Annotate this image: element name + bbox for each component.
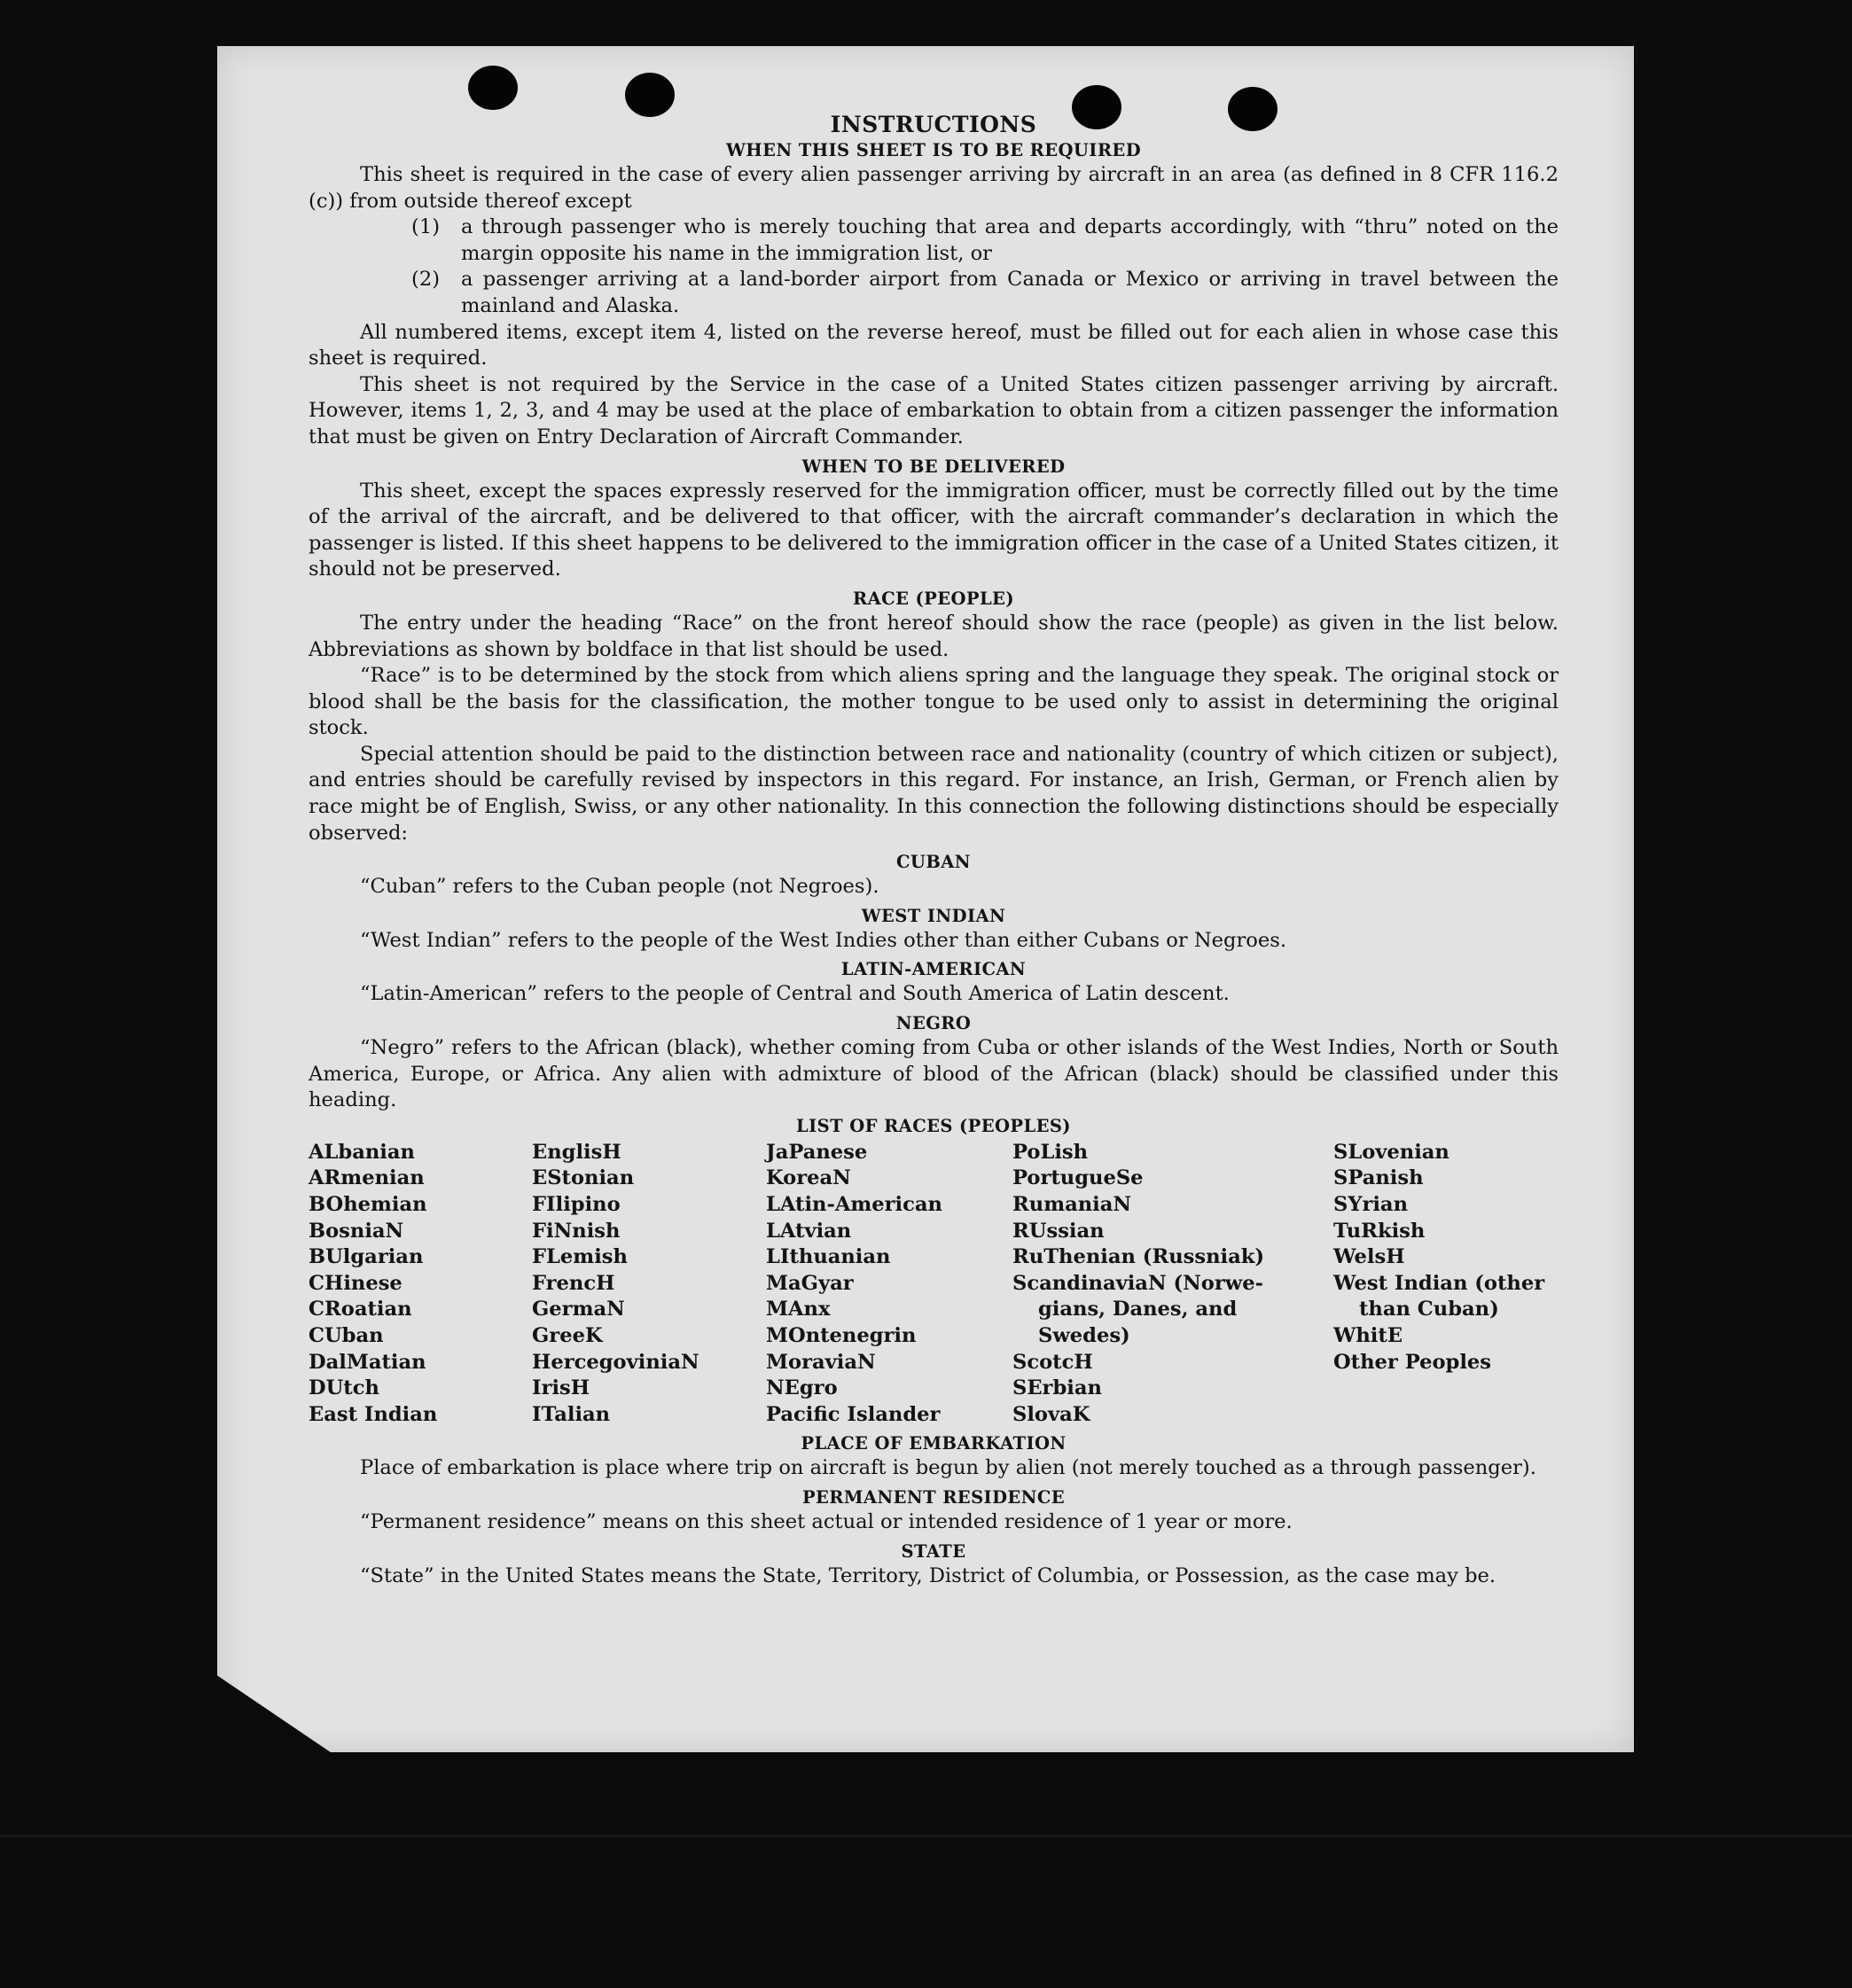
race-entry: GreeK — [532, 1323, 603, 1347]
race-entry: NEgro — [766, 1376, 838, 1400]
race-entry: BosniaN — [309, 1219, 404, 1243]
race-entry: ITalian — [532, 1402, 611, 1426]
race-entry: MoraviaN — [766, 1350, 876, 1374]
exception-number: (2) — [411, 268, 441, 292]
races-column — [766, 1140, 1012, 1429]
race-entry: than Cuban) — [1359, 1298, 1499, 1321]
race-entry: RuThenian (Russniak) — [1012, 1245, 1265, 1269]
race-entry: EStonian — [532, 1166, 635, 1190]
race-entry: West Indian (other — [1333, 1271, 1545, 1295]
race-entry: ScotcH — [1012, 1350, 1093, 1374]
race-entry: LAtvian — [766, 1219, 852, 1243]
heading-place-of-embarkation: PLACE OF EMBARKATION — [801, 1433, 1067, 1454]
heading-latin-american: LATIN-AMERICAN — [840, 959, 1027, 980]
race-entry: CRoatian — [309, 1298, 412, 1321]
heading-list-of-races: LIST OF RACES (PEOPLES) — [796, 1115, 1071, 1136]
embarkation-text: Place of embarkation is place where trip on aircraft is begun by alien (not merely touched as a through passenger). — [360, 1456, 1536, 1480]
race-entry: JaPanese — [766, 1140, 868, 1164]
race-entry: RUssian — [1012, 1219, 1105, 1243]
race-entry: BOhemian — [309, 1193, 427, 1216]
west-indian-text: “West Indian” refers to the people of the West Indies other than either Cubans or Negroes. — [360, 928, 1287, 952]
races-column — [309, 1140, 532, 1429]
race-entry: SYrian — [1333, 1193, 1408, 1216]
state-text: “State” in the United States means the State, Territory, District of Columbia, or Possession, as the case may be. — [360, 1563, 1496, 1587]
punch-hole — [625, 73, 675, 117]
race-entry: GermaN — [532, 1298, 625, 1321]
race-entry: gians, Danes, and — [1038, 1298, 1238, 1321]
exception-text: a passenger arriving at a land-border airport from Canada or Mexico or arriving in travel between the mainland and Alaska. — [461, 268, 1559, 317]
race-entry: SErbian — [1012, 1376, 1102, 1400]
race-entry: MOntenegrin — [766, 1323, 917, 1347]
scan-edge-line — [0, 1835, 1852, 1837]
race-entry: East Indian — [309, 1402, 438, 1426]
race-entry: ALbanian — [309, 1140, 415, 1164]
race-entry: CHinese — [309, 1271, 402, 1295]
page-title: INSTRUCTIONS — [830, 112, 1037, 137]
race-entry: HercegoviniaN — [532, 1350, 699, 1374]
race-entry: LAtin-American — [766, 1193, 942, 1216]
heading-west-indian: WEST INDIAN — [861, 905, 1006, 926]
race-entry: Swedes) — [1038, 1323, 1130, 1347]
race-entry: DUtch — [309, 1376, 379, 1400]
exception-item — [411, 267, 1559, 319]
race-entry: WelsH — [1333, 1245, 1405, 1269]
race-paragraph-2: “Race” is to be determined by the stock from which aliens spring and the language they speak. The original stock or blood shall be the basis for the classification, the mother tongue to be used only to assist in determining the original stock. — [309, 664, 1559, 740]
latin-american-text: “Latin-American” refers to the people of Central and South America of Latin descent. — [360, 982, 1230, 1006]
race-entry: PortugueSe — [1012, 1166, 1144, 1190]
heading-negro: NEGRO — [895, 1013, 972, 1034]
race-entry: SPanish — [1333, 1166, 1424, 1190]
race-entry: MaGyar — [766, 1271, 854, 1295]
document-content — [309, 112, 1559, 1589]
race-entry: CUban — [309, 1323, 384, 1347]
race-entry: FrencH — [532, 1271, 615, 1295]
race-entry: SLovenian — [1333, 1140, 1450, 1164]
heading-cuban: CUBAN — [896, 852, 971, 873]
race-entry: LIthuanian — [766, 1245, 891, 1269]
residence-text: “Permanent residence” means on this sheet actual or intended residence of 1 year or more. — [360, 1509, 1293, 1533]
races-column — [1333, 1140, 1559, 1429]
race-entry: EnglisH — [532, 1140, 621, 1164]
negro-text: “Negro” refers to the African (black), whether coming from Cuba or other islands of the West Indies, North or South America, Europe, or Africa. Any alien with admixture of blood of the African (black) should be classified under this heading. — [309, 1036, 1559, 1112]
race-entry: FiNnish — [532, 1219, 621, 1243]
race-entry: SlovaK — [1012, 1402, 1090, 1426]
required-intro: This sheet is required in the case of every alien passenger arriving by aircraft in an area (as defined in 8 CFR 116.2 (c)) from outside thereof except — [309, 163, 1559, 213]
delivered-text: This sheet, except the spaces expressly reserved for the immigration officer, must be correctly filled out by the time of the arrival of the aircraft, and be delivered to that officer, with the aircraft commander’s declaration in which the passenger is listed. If this sheet happens to be delivered to the immigration officer in the case of a United States citizen, it should not be preserved. — [309, 479, 1559, 581]
race-entry: DalMatian — [309, 1350, 426, 1374]
race-entry: Other Peoples — [1333, 1350, 1491, 1374]
race-entry: IrisH — [532, 1376, 590, 1400]
race-entry: PoLish — [1012, 1140, 1089, 1164]
citizen-note: This sheet is not required by the Service in the case of a United States citizen passenger arriving by aircraft. However, items 1, 2, 3, and 4 may be used at the place of embarkation to obtain from a citizen passenger the information that must be given on Entry Declaration of Aircraft Commander. — [309, 372, 1559, 448]
heading-when-required: WHEN THIS SHEET IS TO BE REQUIRED — [725, 140, 1142, 160]
race-entry: Pacific Islander — [766, 1402, 941, 1426]
race-paragraph-3: Special attention should be paid to the distinction between race and nationality (country of which citizen or subject), and entries should be carefully revised by inspectors in this regard. For instance, an Irish, German, or French alien by race might be of English, Swiss, or any other nationality. In this connection the following distinctions should be especially observed: — [309, 742, 1559, 845]
heading-permanent-residence: PERMANENT RESIDENCE — [801, 1486, 1066, 1508]
race-entry: WhitE — [1333, 1323, 1403, 1347]
punch-hole — [468, 66, 518, 110]
race-entry: KoreaN — [766, 1166, 851, 1190]
race-entry: ARmenian — [309, 1166, 425, 1190]
race-entry: MAnx — [766, 1298, 831, 1321]
items-note: All numbered items, except item 4, listed on the reverse hereof, must be filled out for each alien in whose case this sheet is required. — [309, 320, 1559, 370]
race-entry: RumaniaN — [1012, 1193, 1132, 1216]
heading-race: RACE (PEOPLE) — [853, 588, 1014, 609]
races-table — [309, 1140, 1559, 1429]
heading-when-delivered: WHEN TO BE DELIVERED — [801, 456, 1066, 477]
exception-item — [411, 214, 1559, 267]
races-column — [532, 1140, 766, 1429]
race-entry: FIlipino — [532, 1193, 621, 1216]
race-paragraph-1: The entry under the heading “Race” on the front hereof should show the race (people) as given in the list below. Abbreviations as shown by boldface in that list should be used. — [309, 611, 1559, 661]
heading-state: STATE — [901, 1540, 966, 1562]
race-entry: BUlgarian — [309, 1245, 424, 1269]
race-entry: TuRkish — [1333, 1219, 1426, 1243]
exception-text: a through passenger who is merely touching that area and departs accordingly, with “thru” noted on the margin opposite his name in the immigration list, or — [461, 215, 1559, 265]
exception-number: (1) — [411, 215, 441, 239]
race-entry: FLemish — [532, 1245, 628, 1269]
races-column — [1012, 1140, 1333, 1429]
race-entry: ScandinaviaN (Norwe- — [1012, 1271, 1263, 1295]
cuban-text: “Cuban” refers to the Cuban people (not Negroes). — [360, 875, 879, 899]
